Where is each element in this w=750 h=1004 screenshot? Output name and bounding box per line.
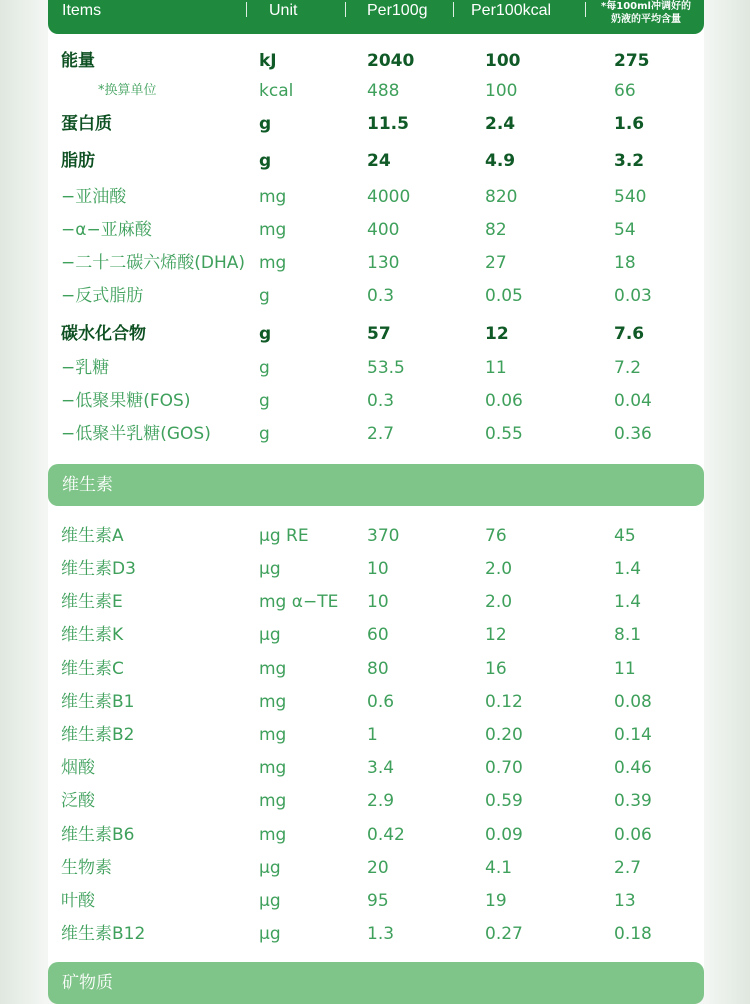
row-unit: mg: [259, 791, 287, 811]
row-name: 维生素A: [61, 526, 124, 546]
table-row-fos: [0, 386, 750, 416]
table-header: [48, 0, 704, 34]
row-per100kcal: 0.70: [485, 758, 523, 778]
table-row-protein: [0, 109, 750, 139]
header-divider: [453, 2, 454, 17]
header-note-line2: 奶液的平均含量: [611, 14, 681, 25]
row-per100ml: 54: [614, 220, 636, 240]
row-per100ml: 66: [614, 81, 636, 101]
row-per100kcal: 2.0: [485, 592, 513, 612]
row-per100g: 24: [367, 151, 391, 171]
row-per100g: 0.42: [367, 825, 405, 845]
row-per100kcal: 11: [485, 358, 507, 378]
row-unit: g: [259, 424, 270, 444]
header-divider: [246, 2, 247, 17]
row-per100ml: 13: [614, 891, 636, 911]
row-per100ml: 540: [614, 187, 647, 207]
table-row-vitamin-b1: [0, 687, 750, 717]
row-unit: μg: [259, 559, 281, 579]
row-per100kcal: 100: [485, 81, 518, 101]
section-header-minerals: 矿物质: [48, 962, 704, 1004]
row-per100kcal: 820: [485, 187, 518, 207]
row-name: −α−亚麻酸: [61, 220, 152, 240]
row-per100ml: 0.03: [614, 286, 652, 306]
row-per100g: 1: [367, 725, 378, 745]
row-per100ml: 0.14: [614, 725, 652, 745]
row-per100ml: 7.6: [614, 324, 645, 344]
row-name: −反式脂肪: [61, 286, 144, 306]
row-per100g: 95: [367, 891, 389, 911]
row-unit: kcal: [259, 81, 294, 101]
row-unit: mg: [259, 220, 287, 240]
row-per100g: 400: [367, 220, 400, 240]
row-per100kcal: 2.4: [485, 114, 516, 134]
row-per100g: 60: [367, 625, 389, 645]
row-name: −低聚果糖(FOS): [61, 391, 191, 411]
row-per100g: 0.3: [367, 286, 395, 306]
row-name: −低聚半乳糖(GOS): [61, 424, 211, 444]
header-per100kcal: Per100kcal: [471, 2, 552, 19]
row-per100g: 370: [367, 526, 400, 546]
table-row-folic-acid: [0, 886, 750, 916]
row-per100ml: 0.18: [614, 924, 652, 944]
row-per100g: 0.3: [367, 391, 395, 411]
table-row-gos: [0, 419, 750, 449]
row-per100g: 488: [367, 81, 400, 101]
row-per100kcal: 2.0: [485, 559, 513, 579]
row-per100g: 130: [367, 253, 400, 273]
table-row-linoleic-acid: [0, 182, 750, 212]
row-unit: g: [259, 324, 272, 344]
row-per100kcal: 76: [485, 526, 507, 546]
row-unit: g: [259, 286, 270, 306]
row-name: 碳水化合物: [61, 324, 146, 344]
row-name: 叶酸: [61, 891, 95, 911]
row-per100ml: 45: [614, 526, 636, 546]
row-per100kcal: 27: [485, 253, 507, 273]
header-unit: Unit: [269, 2, 298, 19]
table-row-dha: [0, 248, 750, 278]
row-per100kcal: 16: [485, 659, 507, 679]
row-unit: kJ: [259, 51, 277, 71]
table-row-vitamin-b12: [0, 919, 750, 949]
table-row-vitamin-c: [0, 654, 750, 684]
table-row-trans-fat: [0, 281, 750, 311]
row-per100ml: 1.4: [614, 559, 642, 579]
row-unit: μg: [259, 891, 281, 911]
row-per100kcal: 0.12: [485, 692, 523, 712]
row-per100kcal: 0.09: [485, 825, 523, 845]
row-per100ml: 0.39: [614, 791, 652, 811]
row-per100ml: 275: [614, 51, 650, 71]
row-name: −乳糖: [61, 358, 110, 378]
row-name: 生物素: [61, 858, 112, 878]
table-row-pantothenic-acid: [0, 786, 750, 816]
row-name: −二十二碳六烯酸(DHA): [61, 253, 246, 273]
row-name: 维生素D3: [61, 559, 136, 579]
row-per100ml: 0.36: [614, 424, 652, 444]
row-unit: g: [259, 391, 270, 411]
table-row-energy-kcal: [0, 76, 750, 106]
row-per100kcal: 0.59: [485, 791, 523, 811]
row-per100kcal: 0.05: [485, 286, 523, 306]
table-row-lactose: [0, 353, 750, 383]
row-unit: μg RE: [259, 526, 309, 546]
row-per100g: 53.5: [367, 358, 405, 378]
table-row-vitamin-a: [0, 521, 750, 551]
row-per100ml: 3.2: [614, 151, 645, 171]
row-per100kcal: 19: [485, 891, 507, 911]
row-per100ml: 1.4: [614, 592, 642, 612]
row-unit: mg: [259, 725, 287, 745]
row-per100g: 4000: [367, 187, 411, 207]
row-per100kcal: 0.20: [485, 725, 523, 745]
row-per100g: 10: [367, 559, 389, 579]
row-per100g: 20: [367, 858, 389, 878]
row-per100ml: 7.2: [614, 358, 642, 378]
header-note-line1: *每100ml冲调好的: [601, 1, 691, 12]
row-per100ml: 0.08: [614, 692, 652, 712]
row-unit: mg: [259, 692, 287, 712]
row-per100g: 10: [367, 592, 389, 612]
row-name: *换算单位: [98, 83, 157, 98]
table-row-energy: [0, 46, 750, 76]
row-per100g: 2040: [367, 51, 415, 71]
row-name: 维生素B1: [61, 692, 135, 712]
row-per100ml: 18: [614, 253, 636, 273]
row-per100kcal: 4.1: [485, 858, 513, 878]
row-per100g: 3.4: [367, 758, 395, 778]
row-per100ml: 2.7: [614, 858, 642, 878]
row-per100ml: 0.46: [614, 758, 652, 778]
header-per100g: Per100g: [367, 2, 428, 19]
row-unit: mg: [259, 253, 287, 273]
row-name: 维生素E: [61, 592, 123, 612]
row-per100kcal: 0.55: [485, 424, 523, 444]
row-name: 能量: [61, 51, 95, 71]
row-per100kcal: 0.06: [485, 391, 523, 411]
row-per100g: 0.6: [367, 692, 395, 712]
header-divider: [585, 2, 586, 17]
row-unit: g: [259, 358, 270, 378]
row-unit: mg: [259, 187, 287, 207]
row-per100ml: 0.04: [614, 391, 652, 411]
table-row-vitamin-b2: [0, 720, 750, 750]
header-per100ml-note: [596, 0, 696, 26]
table-row-biotin: [0, 853, 750, 883]
row-unit: mg: [259, 758, 287, 778]
row-per100kcal: 82: [485, 220, 507, 240]
table-row-fat: [0, 146, 750, 176]
row-unit: g: [259, 114, 272, 134]
table-row-vitamin-e: [0, 587, 750, 617]
row-name: 脂肪: [61, 151, 95, 171]
header-divider: [345, 2, 346, 17]
row-per100ml: 0.06: [614, 825, 652, 845]
row-name: 蛋白质: [61, 114, 112, 134]
table-row-alpha-linolenic-acid: [0, 215, 750, 245]
row-unit: g: [259, 151, 272, 171]
row-name: 维生素C: [61, 659, 124, 679]
row-unit: μg: [259, 858, 281, 878]
row-per100kcal: 4.9: [485, 151, 516, 171]
header-items: Items: [62, 2, 102, 19]
section-header-vitamins: 维生素: [48, 464, 704, 506]
row-per100ml: 8.1: [614, 625, 642, 645]
row-name: −亚油酸: [61, 187, 127, 207]
row-unit: μg: [259, 625, 281, 645]
table-row-niacin: [0, 753, 750, 783]
table-row-vitamin-d3: [0, 554, 750, 584]
row-per100g: 80: [367, 659, 389, 679]
row-name: 维生素B12: [61, 924, 146, 944]
row-name: 维生素K: [61, 625, 124, 645]
row-unit: mg: [259, 825, 287, 845]
row-per100ml: 1.6: [614, 114, 645, 134]
row-per100g: 2.9: [367, 791, 395, 811]
row-per100g: 2.7: [367, 424, 395, 444]
table-row-vitamin-k: [0, 620, 750, 650]
row-per100g: 57: [367, 324, 391, 344]
table-row-carbohydrate: [0, 319, 750, 349]
row-name: 烟酸: [61, 758, 95, 778]
row-unit: mg α−TE: [259, 592, 339, 612]
row-per100kcal: 0.27: [485, 924, 523, 944]
row-per100g: 11.5: [367, 114, 409, 134]
row-unit: mg: [259, 659, 287, 679]
row-per100kcal: 12: [485, 625, 507, 645]
row-name: 维生素B2: [61, 725, 135, 745]
row-per100g: 1.3: [367, 924, 395, 944]
row-per100ml: 11: [614, 659, 636, 679]
row-name: 泛酸: [61, 791, 95, 811]
table-row-vitamin-b6: [0, 820, 750, 850]
row-name: 维生素B6: [61, 825, 135, 845]
row-per100kcal: 12: [485, 324, 509, 344]
row-per100kcal: 100: [485, 51, 521, 71]
row-unit: μg: [259, 924, 281, 944]
